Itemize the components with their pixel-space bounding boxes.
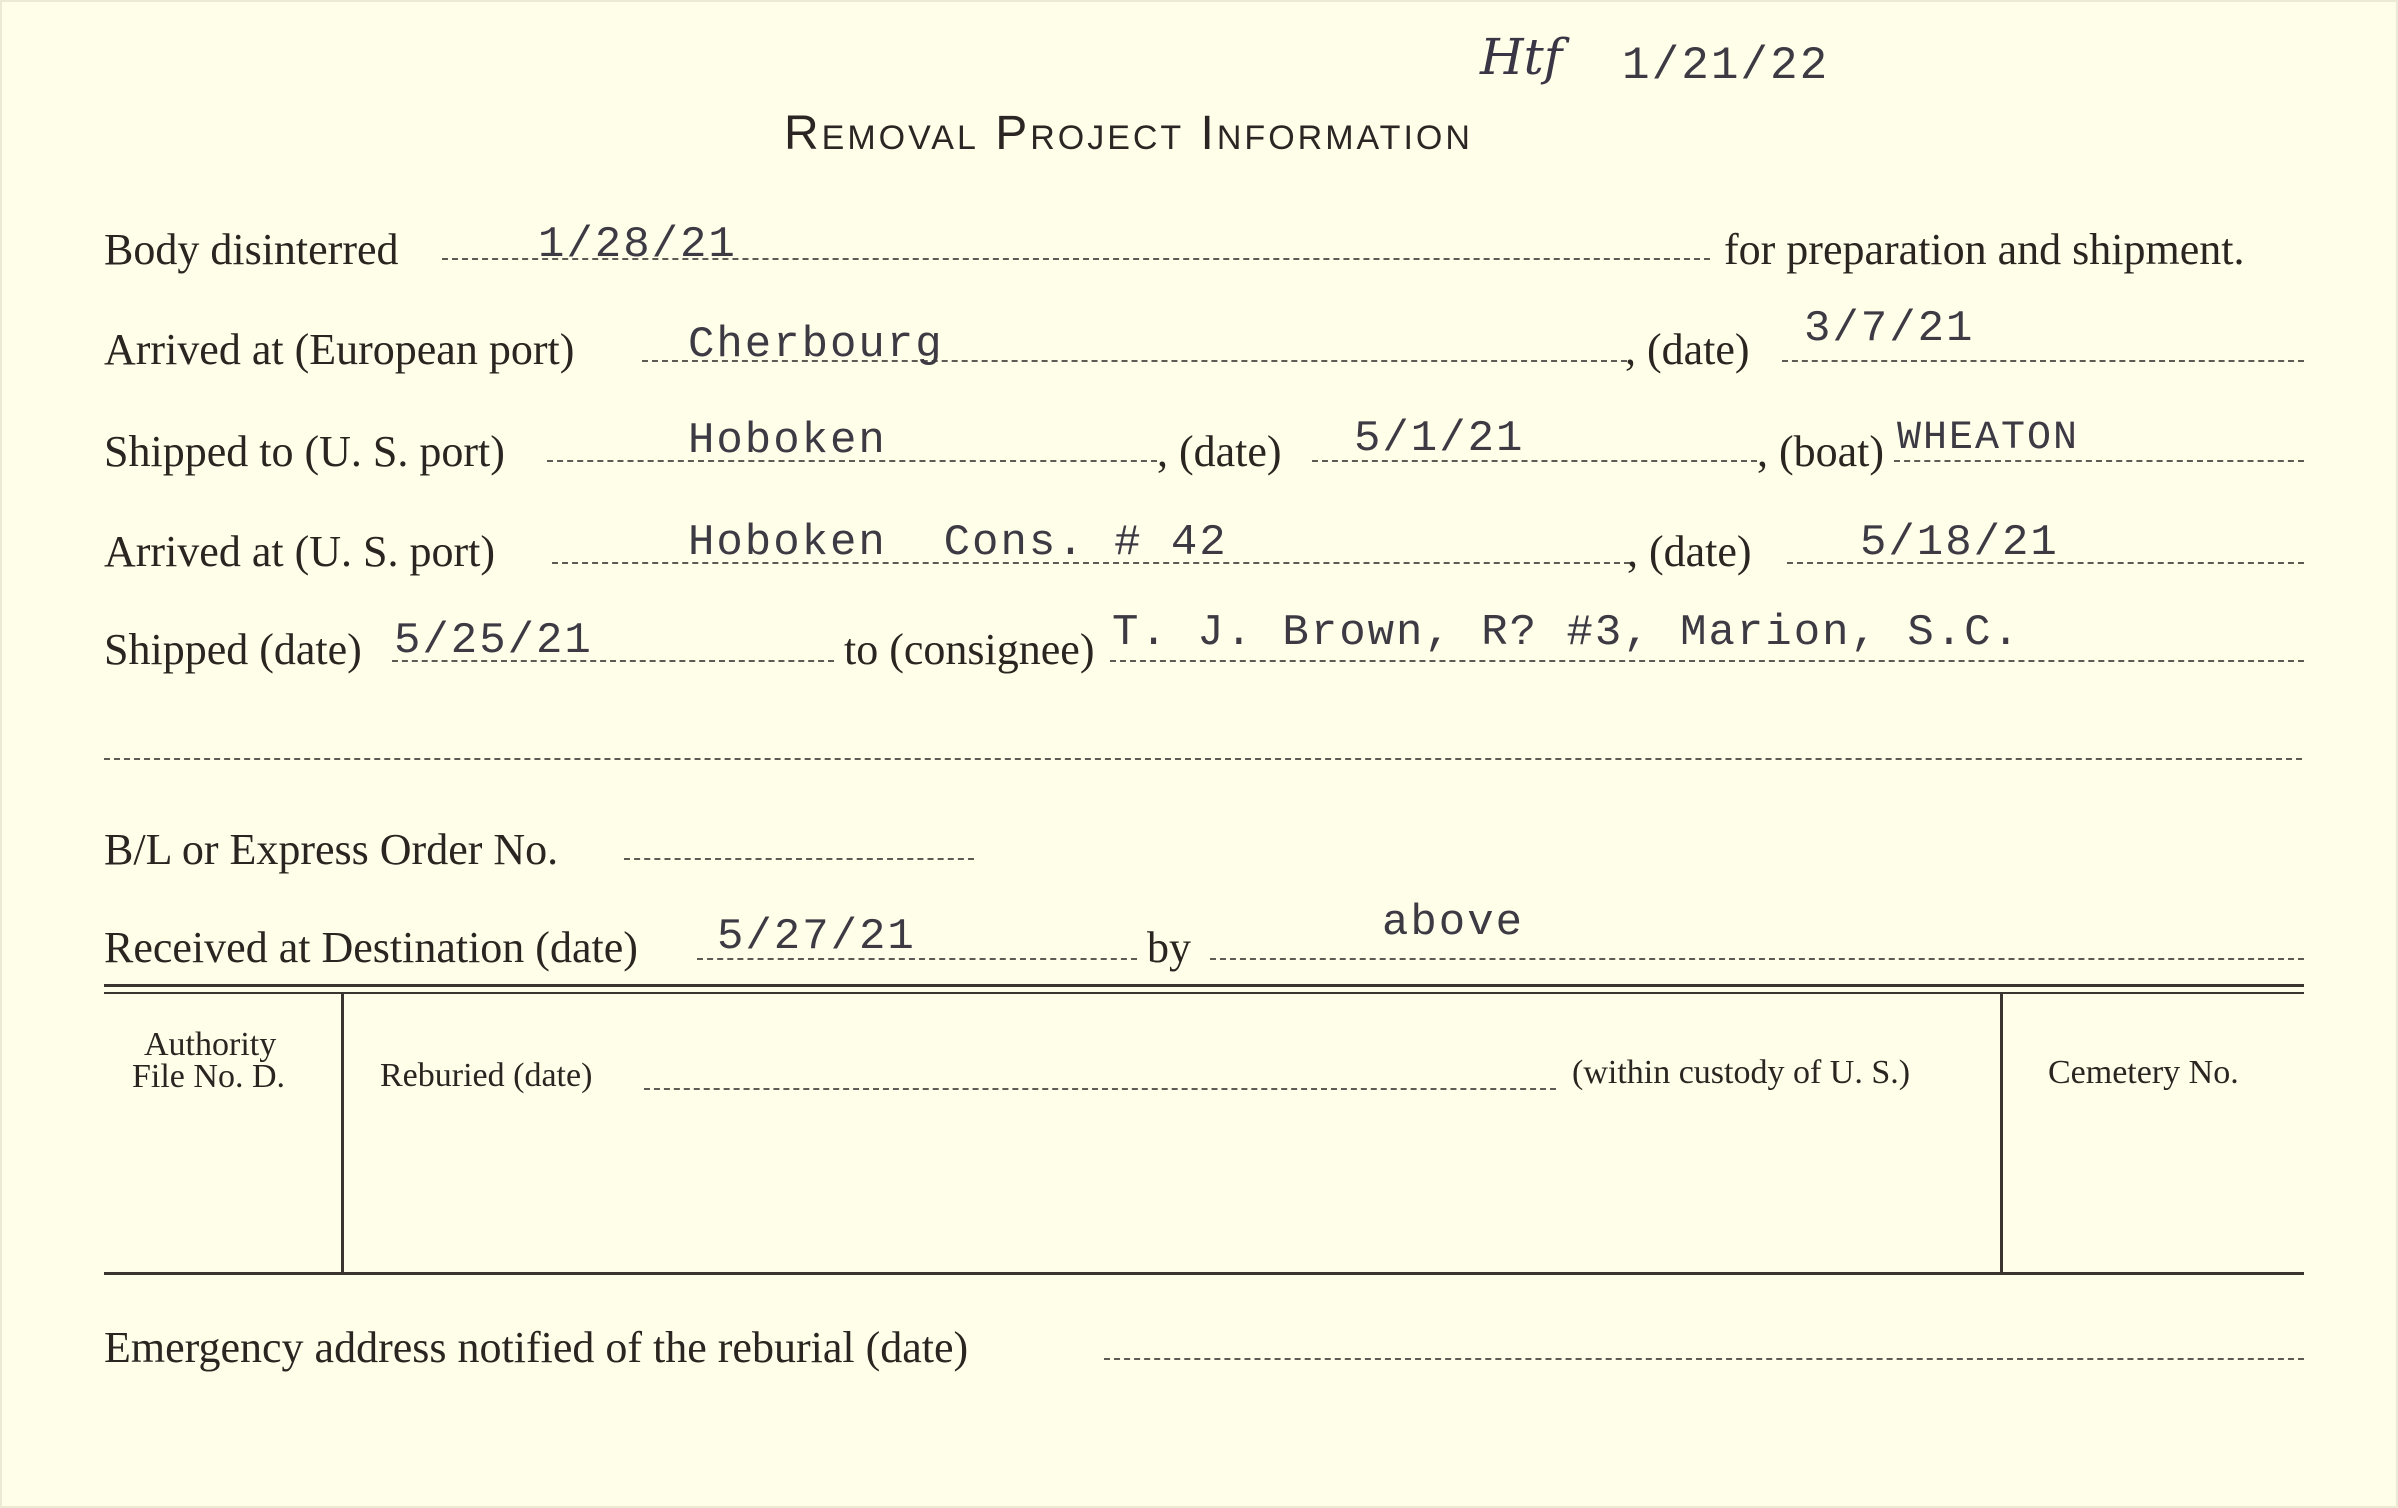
body-disinterred-label: Body disinterred bbox=[104, 225, 399, 274]
received-by-line bbox=[1210, 958, 2304, 960]
body-disinterred-value: 1/28/21 bbox=[538, 220, 737, 270]
consignee-line bbox=[1110, 660, 2304, 662]
european-port-value: Cherbourg bbox=[688, 320, 944, 370]
shipped-date-label: Shipped (date) bbox=[104, 625, 362, 674]
european-port-date-value: 3/7/21 bbox=[1804, 304, 1975, 354]
reburied-date-line bbox=[644, 1088, 1556, 1090]
us-port-date-label: , (date) bbox=[1157, 427, 1282, 476]
shipped-us-port-label: Shipped to (U. S. port) bbox=[104, 427, 505, 476]
european-port-date-label: , (date) bbox=[1625, 325, 1750, 374]
received-by-label: by bbox=[1147, 923, 1191, 972]
emergency-address-line bbox=[1104, 1358, 2304, 1360]
us-port-value: Hoboken bbox=[688, 416, 887, 466]
shipped-date-value: 5/25/21 bbox=[394, 616, 593, 666]
table-divider-left bbox=[341, 994, 344, 1272]
european-port-date-line bbox=[1782, 360, 2304, 362]
authority-file-label-line2: File No. D. bbox=[132, 1058, 285, 1095]
stamp-date: 1/21/22 bbox=[1622, 40, 1830, 92]
consignee-label: to (consignee) bbox=[844, 625, 1095, 674]
us-port-date-value: 5/1/21 bbox=[1354, 414, 1525, 464]
arrived-us-port-label: Arrived at (U. S. port) bbox=[104, 527, 496, 576]
blank-continuation-line bbox=[104, 758, 2302, 760]
arrived-european-port-label: Arrived at (European port) bbox=[104, 325, 575, 374]
reburied-date-label: Reburied (date) bbox=[380, 1057, 593, 1094]
arrived-us-port-date-value: 5/18/21 bbox=[1860, 518, 2059, 568]
boat-value: WHEATON bbox=[1897, 416, 2080, 461]
arrived-us-port-value: Hoboken Cons. # 42 bbox=[688, 518, 1228, 568]
received-date-value: 5/27/21 bbox=[717, 912, 916, 962]
table-top-rule-double bbox=[104, 992, 2304, 994]
table-bottom-rule bbox=[104, 1272, 2304, 1275]
emergency-address-label: Emergency address notified of the reburial (date) bbox=[104, 1323, 969, 1372]
received-by-value: above bbox=[1382, 898, 1525, 948]
authority-file-label-line1: Authority bbox=[144, 1026, 277, 1063]
arrived-us-port-date-label: , (date) bbox=[1627, 527, 1752, 576]
table-divider-right bbox=[2000, 994, 2003, 1272]
custody-label: (within custody of U. S.) bbox=[1572, 1054, 1911, 1091]
bl-express-order-line bbox=[624, 858, 974, 860]
boat-label: , (boat) bbox=[1757, 427, 1885, 476]
cemetery-no-label: Cemetery No. bbox=[2048, 1054, 2239, 1091]
reviewer-initials: Htf bbox=[1480, 28, 1563, 86]
bl-express-order-label: B/L or Express Order No. bbox=[104, 825, 559, 874]
preparation-shipment-text: for preparation and shipment. bbox=[1724, 225, 2245, 274]
consignee-value: T. J. Brown, R? #3, Marion, S.C. bbox=[1112, 608, 2021, 658]
table-top-rule bbox=[104, 984, 2304, 987]
received-destination-label: Received at Destination (date) bbox=[104, 923, 638, 972]
form-title: Removal Project Information bbox=[784, 107, 1473, 160]
